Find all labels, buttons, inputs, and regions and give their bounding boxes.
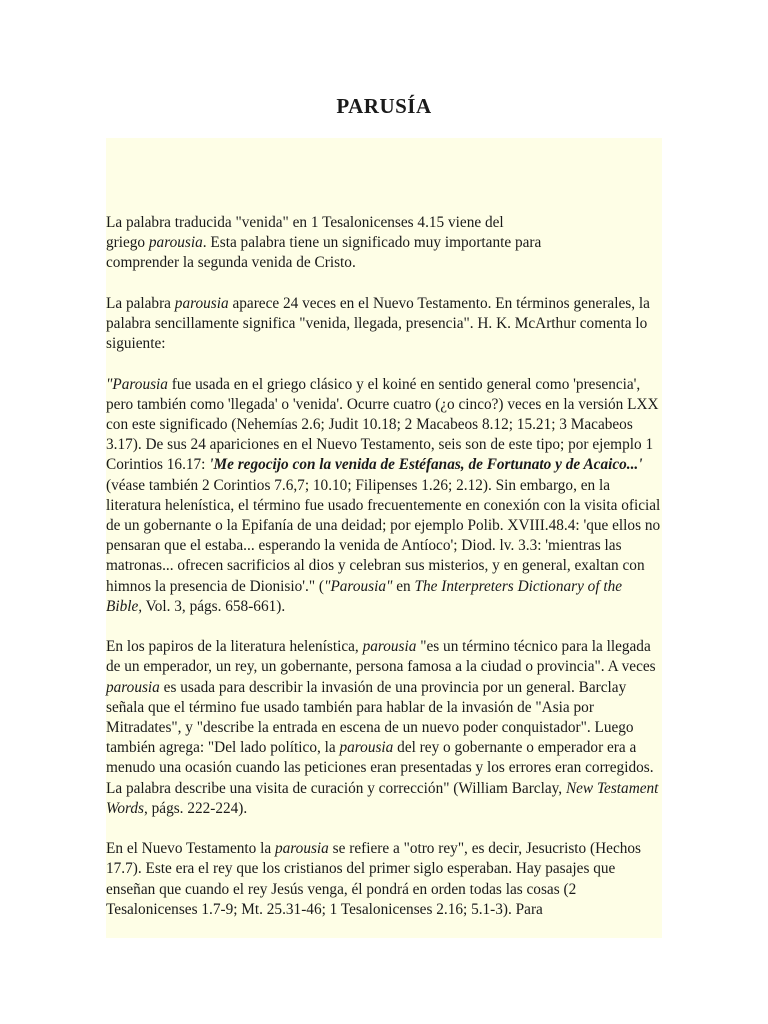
paragraph-5: En el Nuevo Testamento la parousia se refiere a "otro rey", es decir, Jesucristo (Hechos 17.7). Este era el rey que los cristianos del primer siglo esperaban. Hay pasajes que enseñan que cuando el rey Jesús venga, él pondrá en orden todas las cosas (2 Tesalonicenses 1.7-9; Mt. 25.31-46; 1 Tesalonicenses 2.16; 5.1-3). Para xyxy=(106,840,642,918)
paragraph-1: La palabra traducida "venida" en 1 Tesalonicenses 4.15 viene del griego parousia. Esta palabra tiene un significado muy importante para comprender la segunda venida de Cristo. xyxy=(106,214,542,272)
paragraph-4: En los papiros de la literatura helenística, parousia "es un término técnico para la llegada de un emperador, un rey, un gobernante, persona famosa a la ciudad o provincia". A veces parousia es usada para describir la invasión de una provincia por un general. Barclay señala que el término fue usado también para hablar de la invasión de "Asia por Mitradates", y "describe la entrada en escena de un nuevo poder conquistador". Luego también agrega: "Del lado político, la parousia del rey o gobernante o emperador era a menudo una ocasión cuando las peticiones eran presentadas y los errores eran corregidos. La palabra describe una visita de curación y corrección" (William Barclay, New Testament Words, págs. 222-224). xyxy=(106,638,659,817)
page-title: PARUSÍA xyxy=(336,94,432,118)
article-body xyxy=(106,213,662,940)
paragraph-3-quote: "Parousia fue usada en el griego clásico y el koiné en sentido general como 'presencia', pero también como 'llegada' o 'venida'. Ocurre cuatro (¿o cinco?) veces en la versión LXX con este significado (Nehemías 2.6; Judit 10.18; 2 Macabeos 8.12; 15.21; 3 Macabeos 3.17). De sus 24 apariciones en el Nuevo Testamento, seis son de este tipo; por ejemplo 1 Corintios 16.17: 'Me regocijo con la venida de Estéfanas, de Fortunato y de Acaico...' (véase también 2 Corintios 7.6,7; 10.10; Filipenses 1.26; 2.12). Sin embargo, en la literatura helenística, el término fue usado frecuentemente en conexión con la visita oficial de un gobernante o la Epifanía de una deidad; por ejemplo Polib. XVIII.48.4: 'que ellos no pensaran que el estaba... esperando la venida de Antíoco'; Diod. lv. 3.3: 'mientras las matronas... ofrecen sacrificios al dios y celebran sus misterios, y en general, exaltan con himnos la presencia de Dionisio'." ("Parousia" en The Interpreters Dictionary of the Bible, Vol. 3, págs. 658-661). xyxy=(106,375,661,615)
paragraph-2: La palabra parousia aparece 24 veces en el Nuevo Testamento. En términos generales, la palabra sencillamente significa "venida, llegada, presencia". H. K. McArthur comenta lo siguiente: xyxy=(106,294,650,353)
